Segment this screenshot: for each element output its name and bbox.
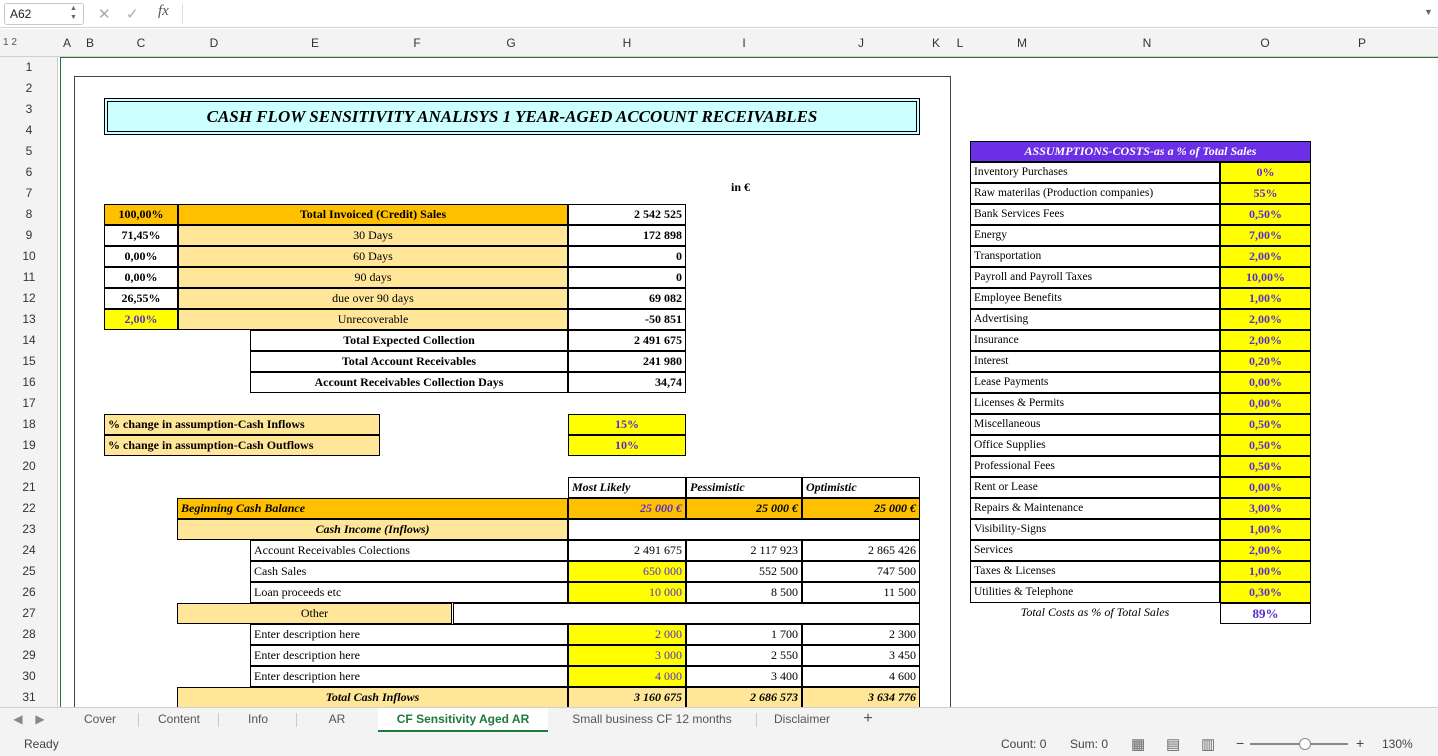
sheet-tab-content[interactable]: Content [157, 712, 201, 726]
column-header-g[interactable]: G [506, 36, 516, 50]
row-header-17[interactable]: 17 [22, 396, 36, 410]
ar-label[interactable]: due over 90 days [178, 288, 568, 309]
assumption-label[interactable]: Energy [970, 225, 1220, 246]
sheet-tab-cover[interactable]: Cover [83, 712, 116, 726]
assumption-value[interactable]: 0,00% [1220, 477, 1311, 498]
beginning-optimistic[interactable]: 25 000 € [802, 498, 920, 519]
scenario-most-likely[interactable]: Most Likely [568, 477, 686, 498]
beginning-most-likely[interactable]: 25 000 € [568, 498, 686, 519]
column-header-h[interactable]: H [622, 36, 632, 50]
column-header-a[interactable]: A [62, 36, 71, 50]
ar-total-value[interactable]: 241 980 [568, 351, 686, 372]
row-header-26[interactable]: 26 [22, 585, 36, 599]
zoom-level[interactable]: 130% [1382, 737, 1413, 751]
cash-income-blank[interactable] [568, 519, 920, 540]
sensitivity-label[interactable]: % change in assumption-Cash Inflows [104, 414, 380, 435]
assumption-value[interactable]: 0,00% [1220, 393, 1311, 414]
assumption-value[interactable]: 10,00% [1220, 267, 1311, 288]
assumption-value[interactable]: 0,50% [1220, 456, 1311, 477]
assumption-label[interactable]: Miscellaneous [970, 414, 1220, 435]
normal-view-icon[interactable]: ▦ [1131, 736, 1146, 753]
status-ready: Ready [24, 737, 59, 751]
assumption-label[interactable]: Payroll and Payroll Taxes [970, 267, 1220, 288]
column-header-l[interactable]: L [956, 36, 964, 50]
name-box-spinner-icon[interactable]: ▲ ▼ [70, 5, 77, 21]
column-header-j[interactable]: J [858, 36, 864, 50]
other-most-likely[interactable]: 3 000 [568, 645, 686, 666]
ar-total-value[interactable]: 2 491 675 [568, 330, 686, 351]
ar-label[interactable]: 30 Days [178, 225, 568, 246]
assumption-label[interactable]: Taxes & Licenses [970, 561, 1220, 582]
assumption-value[interactable]: 2,00% [1220, 330, 1311, 351]
cancel-icon[interactable]: ✕ [98, 6, 111, 23]
column-header-p[interactable]: P [1357, 36, 1366, 50]
assumption-value[interactable]: 0,20% [1220, 351, 1311, 372]
ar-label[interactable]: Total Invoiced (Credit) Sales [178, 204, 568, 225]
assumption-label[interactable]: Bank Services Fees [970, 204, 1220, 225]
other-description[interactable]: Enter description here [250, 645, 568, 666]
tab-divider [218, 713, 219, 727]
assumption-value[interactable]: 2,00% [1220, 309, 1311, 330]
cash-income-header[interactable]: Cash Income (Inflows) [177, 519, 568, 540]
column-header-bar [0, 29, 1438, 57]
ar-label[interactable]: Unrecoverable [178, 309, 568, 330]
other-optimistic[interactable]: 4 600 [802, 666, 920, 687]
ar-value[interactable]: 0 [568, 267, 686, 288]
ar-label[interactable]: 90 days [178, 267, 568, 288]
row-header-3[interactable]: 3 [25, 102, 33, 116]
name-box[interactable]: A62 [4, 3, 84, 25]
column-header-i[interactable]: I [742, 36, 746, 50]
ar-value[interactable]: -50 851 [568, 309, 686, 330]
worksheet-grid[interactable] [61, 58, 1438, 707]
status-bar [0, 732, 1438, 756]
inflow-label[interactable]: Cash Sales [250, 561, 568, 582]
total-inflows-optimistic[interactable]: 3 634 776 [802, 687, 920, 707]
inflow-optimistic[interactable]: 11 500 [802, 582, 920, 603]
tab-scroll-left-icon[interactable]: ◀ [13, 712, 23, 726]
ar-value[interactable]: 172 898 [568, 225, 686, 246]
column-header-f[interactable]: F [413, 36, 421, 50]
sheet-tab-info[interactable]: Info [247, 712, 268, 726]
assumption-label[interactable]: Advertising [970, 309, 1220, 330]
inflow-label[interactable]: Account Receivables Colections [250, 540, 568, 561]
row-header-28[interactable]: 28 [22, 627, 36, 641]
inflow-label[interactable]: Loan proceeds etc [250, 582, 568, 603]
add-sheet-button[interactable]: + [863, 710, 873, 727]
tab-scroll-right-icon[interactable]: ▶ [35, 712, 45, 726]
assumption-value[interactable]: 1,00% [1220, 561, 1311, 582]
scenario-pessimistic[interactable]: Pessimistic [686, 477, 802, 498]
row-header-24[interactable]: 24 [22, 543, 36, 557]
row-header-7[interactable]: 7 [25, 186, 33, 200]
row-header-20[interactable]: 20 [22, 459, 36, 473]
assumption-label[interactable]: Licenses & Permits [970, 393, 1220, 414]
column-header-k[interactable]: K [931, 36, 940, 50]
row-header-29[interactable]: 29 [22, 648, 36, 662]
row-header-4[interactable]: 4 [25, 123, 33, 137]
row-header-8[interactable]: 8 [25, 207, 33, 221]
beginning-cash-label[interactable]: Beginning Cash Balance [177, 498, 568, 519]
row-header-bar [0, 57, 58, 707]
sensitivity-value[interactable]: 10% [568, 435, 686, 456]
other-header[interactable]: Other [177, 603, 452, 624]
row-header-25[interactable]: 25 [22, 564, 36, 578]
total-inflows-label[interactable]: Total Cash Inflows [177, 687, 568, 707]
other-blank[interactable] [453, 603, 920, 624]
row-header-12[interactable]: 12 [22, 291, 36, 305]
total-inflows-most-likely[interactable]: 3 160 675 [568, 687, 686, 707]
beginning-pessimistic[interactable]: 25 000 € [686, 498, 802, 519]
zoom-slider-thumb[interactable] [1299, 738, 1311, 750]
row-header-31[interactable]: 31 [22, 690, 36, 704]
ar-percent[interactable]: 71,45% [104, 225, 178, 246]
assumption-value[interactable]: 0,30% [1220, 582, 1311, 603]
assumption-value[interactable]: 0% [1220, 162, 1311, 183]
enter-check-icon[interactable]: ✓ [126, 6, 139, 23]
ar-total-label[interactable]: Total Account Receivables [250, 351, 568, 372]
row-header-21[interactable]: 21 [22, 480, 36, 494]
assumption-value[interactable]: 2,00% [1220, 246, 1311, 267]
row-header-16[interactable]: 16 [22, 375, 36, 389]
assumption-value[interactable]: 0,50% [1220, 414, 1311, 435]
ar-total-value[interactable]: 34,74 [568, 372, 686, 393]
row-header-10[interactable]: 10 [22, 249, 36, 263]
row-header-23[interactable]: 23 [22, 522, 36, 536]
column-header-e[interactable]: E [310, 36, 319, 50]
assumption-value[interactable]: 1,00% [1220, 519, 1311, 540]
formula-expand-chevron-icon[interactable]: ▼ [1424, 7, 1433, 17]
sheet-tab-cf-sensitivity-aged-ar[interactable]: CF Sensitivity Aged AR [378, 708, 548, 732]
assumption-label[interactable]: Employee Benefits [970, 288, 1220, 309]
currency-label[interactable]: in € [731, 180, 751, 194]
ar-percent[interactable]: 2,00% [104, 309, 178, 330]
ar-total-label[interactable]: Total Expected Collection [250, 330, 568, 351]
assumption-value[interactable]: 1,00% [1220, 288, 1311, 309]
row-header-14[interactable]: 14 [22, 333, 36, 347]
inflow-most-likely[interactable]: 10 000 [568, 582, 686, 603]
report-title[interactable]: CASH FLOW SENSITIVITY ANALISYS 1 YEAR-AGED ACCOUNT RECEIVABLES [104, 98, 920, 135]
assumption-label[interactable]: Lease Payments [970, 372, 1220, 393]
row-header-2[interactable]: 2 [25, 81, 33, 95]
inflow-most-likely[interactable]: 2 491 675 [568, 540, 686, 561]
status-sum: Sum: 0 [1070, 737, 1109, 751]
sheet-tab-ar[interactable]: AR [328, 712, 346, 726]
formula-bar [0, 0, 1438, 28]
assumption-value[interactable]: 7,00% [1220, 225, 1311, 246]
ar-value[interactable]: 69 082 [568, 288, 686, 309]
assumption-label[interactable]: Visibility-Signs [970, 519, 1220, 540]
assumption-value[interactable]: 0,00% [1220, 372, 1311, 393]
row-header-27[interactable]: 27 [22, 606, 36, 620]
formula-bar-divider [182, 4, 183, 24]
page-layout-view-icon[interactable]: ▤ [1166, 736, 1181, 753]
ar-value[interactable]: 0 [568, 246, 686, 267]
total-inflows-pessimistic[interactable]: 2 686 573 [686, 687, 802, 707]
outline-levels[interactable]: 1 2 [3, 37, 17, 48]
assumption-value[interactable]: 55% [1220, 183, 1311, 204]
column-header-c[interactable]: C [136, 36, 146, 50]
zoom-in-button[interactable]: + [1356, 735, 1365, 751]
other-description[interactable]: Enter description here [250, 624, 568, 645]
ar-value[interactable]: 2 542 525 [568, 204, 686, 225]
row-header-11[interactable]: 11 [22, 270, 36, 284]
assumptions-total-label[interactable]: Total Costs as % of Total Sales [1020, 605, 1170, 619]
column-header-n[interactable]: N [1142, 36, 1152, 50]
other-optimistic[interactable]: 2 300 [802, 624, 920, 645]
assumption-label[interactable]: Office Supplies [970, 435, 1220, 456]
column-header-d[interactable]: D [209, 36, 219, 50]
other-pessimistic[interactable]: 1 700 [686, 624, 802, 645]
row-header-5[interactable]: 5 [25, 144, 33, 158]
assumption-value[interactable]: 0,50% [1220, 435, 1311, 456]
ar-percent[interactable]: 0,00% [104, 246, 178, 267]
assumption-label[interactable]: Transportation [970, 246, 1220, 267]
inflow-optimistic[interactable]: 747 500 [802, 561, 920, 582]
zoom-out-button[interactable]: − [1236, 735, 1245, 751]
inflow-pessimistic[interactable]: 8 500 [686, 582, 802, 603]
ar-label[interactable]: 60 Days [178, 246, 568, 267]
assumption-label[interactable]: Utilities & Telephone [970, 582, 1220, 603]
sensitivity-label[interactable]: % change in assumption-Cash Outflows [104, 435, 380, 456]
other-optimistic[interactable]: 3 450 [802, 645, 920, 666]
inflow-optimistic[interactable]: 2 865 426 [802, 540, 920, 561]
other-description[interactable]: Enter description here [250, 666, 568, 687]
assumption-label[interactable]: Rent or Lease [970, 477, 1220, 498]
assumption-label[interactable]: Inventory Purchases [970, 162, 1220, 183]
inflow-pessimistic[interactable]: 2 117 923 [686, 540, 802, 561]
sheet-tab-small-business-cf-12-months[interactable]: Small business CF 12 months [572, 712, 732, 726]
ar-percent[interactable]: 100,00% [104, 204, 178, 225]
assumption-label[interactable]: Professional Fees [970, 456, 1220, 477]
assumption-value[interactable]: 0,50% [1220, 204, 1311, 225]
other-pessimistic[interactable]: 2 550 [686, 645, 802, 666]
assumption-label[interactable]: Insurance [970, 330, 1220, 351]
tab-divider [138, 713, 139, 727]
other-most-likely[interactable]: 2 000 [568, 624, 686, 645]
ar-total-label[interactable]: Account Receivables Collection Days [250, 372, 568, 393]
insert-function-icon[interactable]: fx [158, 3, 169, 19]
row-header-18[interactable]: 18 [22, 417, 36, 431]
row-header-9[interactable]: 9 [25, 228, 33, 242]
sheet-tab-disclaimer[interactable]: Disclaimer [773, 712, 830, 726]
column-header-o[interactable]: O [1260, 36, 1270, 50]
inflow-pessimistic[interactable]: 552 500 [686, 561, 802, 582]
sensitivity-value[interactable]: 15% [568, 414, 686, 435]
assumption-value[interactable]: 3,00% [1220, 498, 1311, 519]
column-header-b[interactable]: B [85, 36, 94, 50]
column-header-m[interactable]: M [1017, 36, 1027, 50]
ar-percent[interactable]: 26,55% [104, 288, 178, 309]
assumption-value[interactable]: 2,00% [1220, 540, 1311, 561]
assumptions-header[interactable]: ASSUMPTIONS-COSTS-as a % of Total Sales [970, 141, 1311, 162]
status-count: Count: 0 [1001, 737, 1047, 751]
page-break-view-icon[interactable]: ▥ [1201, 736, 1216, 753]
sheet-tab-bar [0, 707, 1438, 732]
row-header-19[interactable]: 19 [22, 438, 36, 452]
row-header-13[interactable]: 13 [22, 312, 36, 326]
row-header-15[interactable]: 15 [22, 354, 36, 368]
ar-percent[interactable]: 0,00% [104, 267, 178, 288]
other-pessimistic[interactable]: 3 400 [686, 666, 802, 687]
other-most-likely[interactable]: 4 000 [568, 666, 686, 687]
assumptions-total-value[interactable]: 89% [1220, 603, 1311, 624]
assumption-label[interactable]: Repairs & Maintenance [970, 498, 1220, 519]
row-header-22[interactable]: 22 [22, 501, 36, 515]
row-header-6[interactable]: 6 [25, 165, 33, 179]
row-header-1[interactable]: 1 [25, 60, 33, 74]
assumption-label[interactable]: Services [970, 540, 1220, 561]
inflow-most-likely[interactable]: 650 000 [568, 561, 686, 582]
scenario-optimistic[interactable]: Optimistic [802, 477, 920, 498]
assumption-label[interactable]: Interest [970, 351, 1220, 372]
assumption-label[interactable]: Raw materilas (Production companies) [970, 183, 1220, 204]
row-header-30[interactable]: 30 [22, 669, 36, 683]
